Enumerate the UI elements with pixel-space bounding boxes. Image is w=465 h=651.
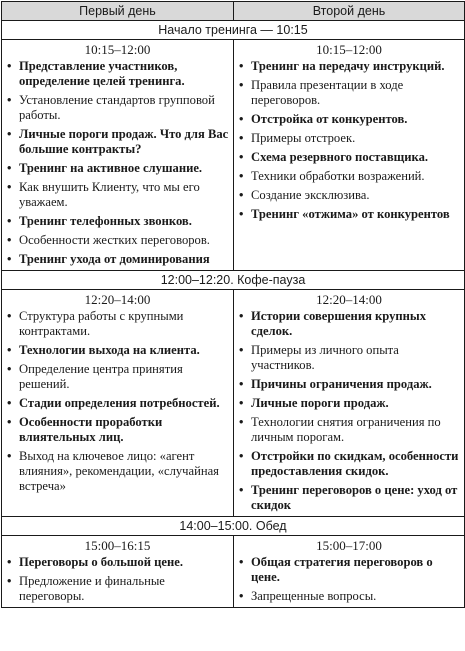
bullet-icon: • (239, 188, 244, 202)
bullet-icon: • (7, 396, 12, 410)
list-item (6, 59, 230, 89)
list-item-text: Примеры из личного опыта участников. (251, 343, 399, 372)
list-item (238, 169, 461, 184)
day-2-cell (234, 290, 465, 517)
bullet-icon: • (239, 78, 244, 92)
list-item (6, 180, 230, 210)
activity-list (2, 309, 233, 497)
bullet-icon: • (7, 233, 12, 247)
list-item-text: Как внушить Клиенту, что мы его уважаем. (19, 180, 200, 209)
list-item (238, 343, 461, 373)
bullet-icon: • (239, 449, 244, 463)
bullet-icon: • (7, 343, 12, 357)
list-item-text: Личные пороги продаж. Что для Вас большие контракты? (19, 127, 229, 156)
list-item (6, 574, 230, 604)
bullet-icon: • (239, 169, 244, 183)
bullet-icon: • (7, 574, 12, 588)
list-item (6, 127, 230, 157)
list-item (238, 589, 461, 604)
list-item (6, 415, 230, 445)
activity-list (234, 59, 464, 225)
list-item (238, 309, 461, 339)
bullet-icon: • (7, 362, 12, 376)
list-item (238, 78, 461, 108)
list-item (6, 449, 230, 494)
activity-list (2, 555, 233, 607)
time-row (2, 290, 465, 517)
list-item (6, 233, 230, 248)
list-item-text: Тренинг «отжима» от конкурентов (251, 207, 450, 221)
list-item-text: Личные пороги продаж. (251, 396, 389, 410)
list-item (238, 377, 461, 392)
bullet-icon: • (239, 377, 244, 391)
bullet-icon: • (7, 214, 12, 228)
time-slot: 10:15–12:00 (316, 42, 382, 57)
list-item-text: Тренинг переговоров о цене: уход от скидок (251, 483, 458, 512)
list-item (238, 59, 461, 74)
list-item-text: Структура работы с крупными контрактами. (19, 309, 184, 338)
bullet-icon: • (7, 252, 12, 266)
bullet-icon: • (239, 150, 244, 164)
list-item (238, 483, 461, 513)
activity-list (2, 59, 233, 270)
list-item-text: Технологии выхода на клиента. (19, 343, 200, 357)
list-item-text: Выход на ключевое лицо: «агент влияния», рекомендации, «случайная встреча» (19, 449, 219, 493)
list-item-text: Схема резервного поставщика. (251, 150, 429, 164)
list-item (6, 161, 230, 176)
list-item (238, 188, 461, 203)
list-item-text: Отстройки по скидкам, особенности предоставления скидок. (251, 449, 459, 478)
list-item (238, 555, 461, 585)
bullet-icon: • (7, 127, 12, 141)
list-item (238, 207, 461, 222)
list-item (6, 555, 230, 570)
lunch-band: 14:00–15:00. Обед (2, 517, 465, 536)
bullet-icon: • (7, 309, 12, 323)
training-start-band: Начало тренинга — 10:15 (2, 21, 465, 40)
bullet-icon: • (239, 343, 244, 357)
time-row (2, 536, 465, 608)
time-slot: 10:15–12:00 (84, 42, 151, 57)
list-item-text: Предложение и финальные переговоры. (19, 574, 165, 603)
header-day-1: Первый день (2, 2, 234, 21)
list-item (238, 449, 461, 479)
time-row (2, 40, 465, 271)
list-item (6, 309, 230, 339)
list-item-text: Примеры отстроек. (251, 131, 356, 145)
list-item (6, 93, 230, 123)
list-item-text: Тренинг телефонных звонков. (19, 214, 192, 228)
band-row-start (2, 21, 465, 40)
list-item-text: Создание эксклюзива. (251, 188, 370, 202)
activity-list (234, 555, 464, 607)
list-item-text: Переговоры о большой цене. (19, 555, 183, 569)
list-item-text: Запрещенные вопросы. (251, 589, 377, 603)
list-item-text: Технологии снятия ограничения по личным порогам. (251, 415, 441, 444)
list-item (6, 396, 230, 411)
list-item (238, 415, 461, 445)
list-item-text: Особенности проработки влиятельных лиц. (19, 415, 163, 444)
bullet-icon: • (239, 207, 244, 221)
coffee-break-band: 12:00–12:20. Кофе-пауза (2, 271, 465, 290)
list-item-text: Причины ограничения продаж. (251, 377, 432, 391)
bullet-icon: • (239, 309, 244, 323)
list-item-text: Тренинг на активное слушание. (19, 161, 203, 175)
list-item-text: Установление стандартов групповой работы. (19, 93, 215, 122)
list-item (238, 150, 461, 165)
bullet-icon: • (239, 112, 244, 126)
time-slot: 12:20–14:00 (316, 292, 382, 307)
bullet-icon: • (239, 483, 244, 497)
list-item-text: Правила презентации в ходе переговоров. (251, 78, 404, 107)
bullet-icon: • (239, 589, 244, 603)
list-item-text: Стадии определения потребностей. (19, 396, 220, 410)
band-row-coffee (2, 271, 465, 290)
list-item (6, 362, 230, 392)
time-slot: 12:20–14:00 (84, 292, 151, 307)
day-2-cell (234, 536, 465, 608)
bullet-icon: • (239, 131, 244, 145)
bullet-icon: • (7, 180, 12, 194)
list-item-text: Истории совершения крупных сделок. (251, 309, 427, 338)
bullet-icon: • (7, 555, 12, 569)
list-item-text: Тренинг на передачу инструкций. (251, 59, 445, 73)
list-item-text: Тренинг ухода от доминирования (19, 252, 210, 266)
day-1-cell (2, 40, 234, 271)
time-slot: 15:00–17:00 (316, 538, 382, 553)
list-item (238, 396, 461, 411)
time-slot: 15:00–16:15 (84, 538, 151, 553)
training-schedule-table (1, 1, 465, 608)
list-item (6, 252, 230, 267)
bullet-icon: • (7, 449, 12, 463)
day-1-cell (2, 290, 234, 517)
day-1-cell (2, 536, 234, 608)
bullet-icon: • (7, 415, 12, 429)
list-item-text: Техники обработки возражений. (251, 169, 425, 183)
bullet-icon: • (239, 59, 244, 73)
activity-list (234, 309, 464, 516)
header-row (2, 2, 465, 21)
band-row-lunch (2, 517, 465, 536)
list-item (238, 131, 461, 146)
bullet-icon: • (239, 555, 244, 569)
list-item-text: Отстройка от конкурентов. (251, 112, 408, 126)
list-item (6, 343, 230, 358)
bullet-icon: • (7, 93, 12, 107)
bullet-icon: • (239, 415, 244, 429)
bullet-icon: • (7, 59, 12, 73)
bullet-icon: • (239, 396, 244, 410)
list-item-text: Общая стратегия переговоров о цене. (251, 555, 433, 584)
bullet-icon: • (7, 161, 12, 175)
list-item (6, 214, 230, 229)
list-item (238, 112, 461, 127)
day-2-cell (234, 40, 465, 271)
list-item-text: Представление участников, определение целей тренинга. (19, 59, 185, 88)
list-item-text: Определение центра принятия решений. (19, 362, 183, 391)
list-item-text: Особенности жестких переговоров. (19, 233, 210, 247)
header-day-2: Второй день (234, 2, 465, 21)
